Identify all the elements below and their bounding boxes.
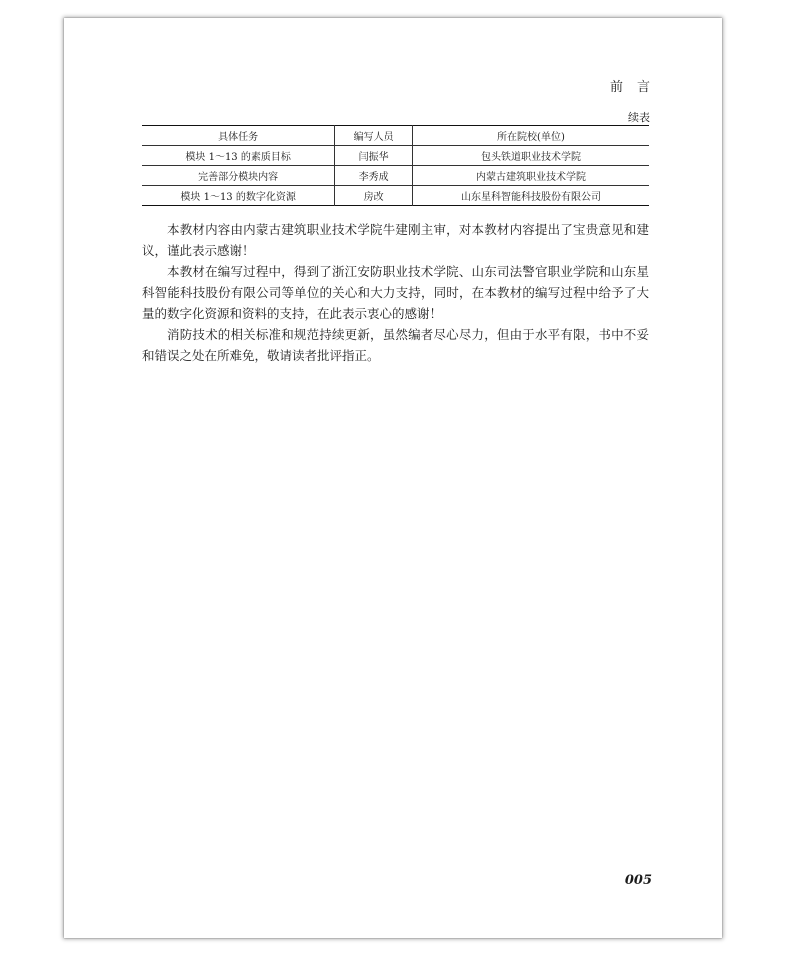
table-cell-task: 完善部分模块内容 [142, 166, 335, 186]
table-cell-author: 李秀成 [335, 166, 413, 186]
table-cell-task: 模块 1～13 的素质目标 [142, 146, 335, 166]
column-header-task: 具体任务 [142, 126, 335, 146]
table-header-row [142, 126, 649, 146]
table-cell-institution: 山东星科智能科技股份有限公司 [460, 192, 601, 203]
table-row [142, 166, 649, 186]
paragraph-support-thanks: 本教材在编写过程中，得到了浙江安防职业技术学院、山东司法警官职业学院和山东星科智能科技股份有限公司等单位的关心和大力支持，同时，在本教材的编写过程中给予了大量的数字化资源和资料的支持，在此表示衷心的感谢！ [142, 264, 649, 321]
column-header-author: 编写人员 [335, 126, 413, 146]
preface-body [142, 219, 649, 366]
contributors-table [142, 125, 649, 206]
table-cell-institution: 内蒙古建筑职业技术学院 [412, 166, 649, 186]
table-cell-author: 房改 [335, 186, 413, 206]
running-header-title: 前言 [609, 80, 664, 95]
paragraph-review-thanks: 本教材内容由内蒙古建筑职业技术学院牛建刚主审，对本教材内容提出了宝贵意见和建议，谨此表示感谢！ [142, 222, 649, 258]
page-number: 005 [624, 873, 652, 888]
document-page [64, 18, 722, 938]
table-cell-task: 模块 1～13 的数字化资源 [142, 186, 335, 206]
table-continuation-label: 续表 [628, 111, 650, 124]
table-row [142, 186, 649, 206]
paragraph-errata-note: 消防技术的相关标准和规范持续更新，虽然编者尽心尽力，但由于水平有限，书中不妥和错误之处在所难免，敬请读者批评指正。 [142, 327, 649, 363]
column-header-institution: 所在院校(单位) [412, 126, 649, 146]
table-row [142, 146, 649, 166]
table-cell-institution: 包头铁道职业技术学院 [412, 146, 649, 166]
table-cell-author: 闫振华 [335, 146, 413, 166]
